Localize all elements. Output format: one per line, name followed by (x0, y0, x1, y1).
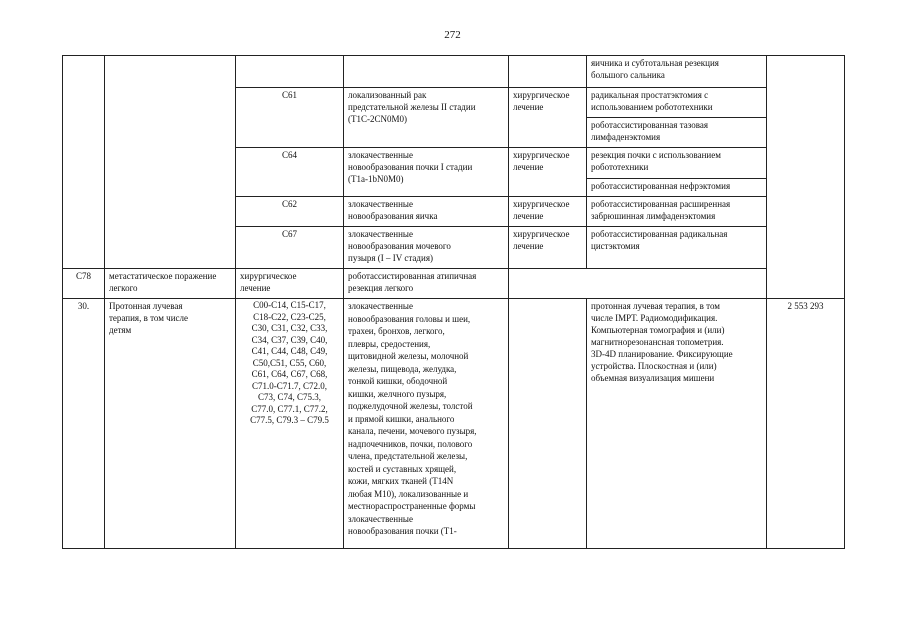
code-text: C64 (281, 150, 297, 160)
code-cell (236, 88, 344, 148)
method-cell (587, 179, 767, 197)
code-text: C67 (281, 229, 297, 239)
method-line: радикальная простатэктомия с (591, 90, 709, 100)
diagnosis-cell (105, 269, 236, 299)
method-line: роботассистированная нефрэктомия (591, 181, 731, 191)
table-row (63, 299, 845, 549)
treatment-cell (509, 88, 587, 148)
table-row (63, 56, 845, 88)
method-line: протонная лучевая терапия, в том (591, 301, 720, 311)
name-cell-blank (105, 56, 236, 269)
method-cell (587, 299, 767, 549)
diagnosis-line: поджелудочной железы, толстой (348, 401, 473, 411)
treatment-line: хирургическое (513, 229, 570, 239)
method-line: роботассистированная расширенная (591, 199, 731, 209)
number-cell-blank (63, 56, 105, 269)
method-cell (587, 197, 767, 227)
diagnosis-line: новообразования почки I стадии (348, 162, 473, 172)
method-line: забрюшинная лимфаденэктомия (591, 211, 716, 221)
diagnosis-line: легкого (109, 283, 138, 293)
method-line: устройства. Плоскостная и (или) (591, 361, 717, 371)
diagnosis-line: (T1a-1bN0M0) (348, 174, 404, 184)
row-number-cell (63, 299, 105, 549)
code-text: C61 (281, 90, 297, 100)
code-line: C41, C44, C48, C49, (251, 346, 328, 356)
diagnosis-line: кишки, желчного пузыря, (348, 388, 447, 399)
diagnosis-line: метастатическое поражение (109, 271, 217, 281)
method-cell (587, 56, 767, 88)
diagnosis-line: злокачественные (348, 301, 413, 311)
diagnosis-line: предстательной железы II стадии (348, 102, 476, 112)
diagnosis-line: злокачественные (348, 150, 413, 160)
diagnosis-line: плевры, средостения, (348, 338, 431, 349)
code-cell (236, 56, 344, 88)
method-line: магнитнорезонансная топометрия. (591, 337, 724, 347)
diagnosis-line: трахеи, бронхов, легкого, (348, 326, 445, 336)
diagnosis-line: злокачественные (348, 513, 413, 524)
diagnosis-line: кожи, мягких тканей (T14N (348, 476, 454, 486)
method-line: большого сальника (591, 70, 665, 80)
diagnosis-line: любая M10), локализованные и (348, 488, 469, 499)
method-line: объемная визуализация мишени (591, 373, 715, 383)
treatment-cell (509, 148, 587, 197)
code-cell (63, 269, 105, 299)
code-line: C71.0-C71.7, C72.0, (251, 380, 327, 391)
cost-cell-blank (767, 56, 845, 299)
treatment-line: лечение (513, 241, 544, 251)
treatment-line: лечение (240, 283, 271, 293)
diagnosis-cell (344, 88, 509, 148)
method-line: резекция почки с использованием (591, 150, 721, 160)
method-cell (587, 118, 767, 148)
method-cell (587, 88, 767, 118)
diagnosis-line: локализованный рак (348, 90, 427, 100)
code-line: C30, C31, C32, C33, (251, 323, 328, 333)
name-line: терапия, в том числе (109, 313, 188, 323)
code-line: C61, C64, C67, C68, (251, 369, 328, 379)
treatment-line: лечение (513, 102, 544, 112)
code-line: C50,C51, C55, C60, (252, 357, 327, 368)
diagnosis-cell (344, 197, 509, 227)
code-text: C78 (75, 271, 91, 281)
treatment-cell (509, 56, 587, 88)
code-line: C77.0, C77.1, C77.2, (251, 403, 328, 414)
treatment-line: хирургическое (513, 199, 570, 209)
row-number: 30. (77, 301, 90, 311)
diagnosis-cell (344, 148, 509, 197)
method-line: резекция легкого (348, 283, 414, 293)
diagnosis-line: местнораспространенные формы (348, 501, 476, 511)
treatment-line: лечение (513, 211, 544, 221)
treatment-line: лечение (513, 162, 544, 172)
treatment-cell (509, 197, 587, 227)
method-line: лимфаденэктомия (591, 132, 661, 142)
diagnosis-cell (344, 227, 509, 269)
method-line: роботассистированная радикальная (591, 229, 728, 239)
diagnosis-line: надпочечников, почки, полового (348, 438, 473, 449)
code-cell (236, 148, 344, 197)
treatment-cell (509, 299, 587, 549)
method-cell (587, 227, 767, 269)
diagnosis-line: костей и суставных хрящей, (348, 463, 457, 474)
medical-care-table-row-30 (62, 298, 845, 549)
method-line: роботассистированная тазовая (591, 120, 708, 130)
code-line: C34, C37, C39, C40, (251, 334, 328, 345)
treatment-cell (236, 269, 344, 299)
diagnosis-line: железы, пищевода, желудка, (348, 363, 457, 374)
diagnosis-line: тонкой кишки, ободочной (348, 376, 448, 386)
diagnosis-line: злокачественные (348, 229, 413, 239)
code-line: C18-C22, C23-C25, (253, 311, 326, 322)
diagnosis-line: пузыря (I – IV стадия) (348, 253, 433, 263)
method-cell (587, 148, 767, 179)
method-line: роботассистированная атипичная (348, 271, 477, 281)
diagnosis-line: новообразования почки (T1- (348, 526, 457, 536)
diagnosis-line: (T1C-2CN0M0) (348, 114, 407, 124)
table-row (63, 269, 845, 299)
treatment-line: хирургическое (513, 90, 570, 100)
method-line: числе IMPT. Радиомодификация. (591, 313, 718, 323)
method-line: использованием робототехники (591, 102, 713, 112)
cost-value: 2 553 293 (787, 301, 824, 311)
name-line: Протонная лучевая (109, 301, 183, 311)
diagnosis-line: злокачественные (348, 199, 413, 209)
diagnosis-line: новообразования головы и шеи, (348, 313, 471, 324)
method-line: робототехники (591, 162, 649, 172)
treatment-line: хирургическое (240, 271, 297, 281)
method-line: 3D-4D планирование. Фиксирующие (591, 349, 733, 359)
diagnosis-line: щитовидной железы, молочной (348, 351, 469, 361)
method-line: Компьютерная томография и (или) (591, 325, 725, 335)
treatment-cell (509, 227, 587, 269)
name-cell (105, 299, 236, 549)
code-cell (236, 197, 344, 227)
page-number: 272 (444, 29, 461, 41)
code-line: C00-C14, C15-C17, (253, 300, 326, 310)
cost-cell (767, 299, 845, 549)
name-line: детям (109, 325, 132, 335)
treatment-line: хирургическое (513, 150, 570, 160)
method-line: яичника и субтотальная резекция (591, 58, 719, 68)
code-line: C73, C74, C75.3, (257, 392, 321, 402)
code-cell (236, 299, 344, 549)
code-text: C62 (281, 199, 297, 209)
diagnosis-line: и прямой кишки, анального (348, 413, 455, 424)
diagnosis-cell (344, 299, 509, 549)
diagnosis-line: новообразования яичка (348, 211, 438, 221)
diagnosis-line: канала, печени, мочевого пузыря, (348, 426, 477, 436)
diagnosis-line: члена, предстательной железы, (348, 451, 468, 461)
diagnosis-line: новообразования мочевого (348, 241, 451, 251)
method-cell (344, 269, 509, 299)
diagnosis-cell (344, 56, 509, 88)
code-line: C77.5, C79.3 – C79.5 (250, 415, 329, 425)
medical-care-table (62, 55, 845, 299)
method-line: цистэктомия (591, 241, 640, 251)
code-cell (236, 227, 344, 269)
